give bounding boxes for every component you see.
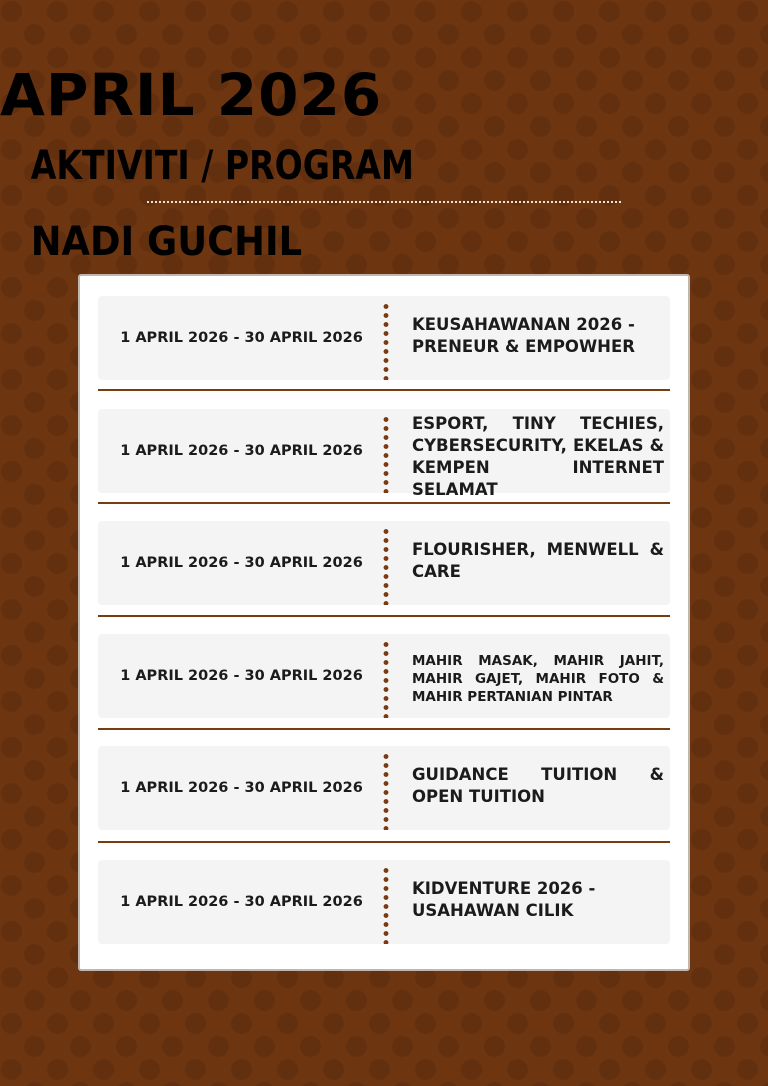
schedule-program: GUIDANCE TUITION & OPEN TUITION [412, 765, 664, 806]
schedule-date: 1 APRIL 2026 - 30 APRIL 2026 [120, 780, 363, 796]
row-separator [98, 841, 670, 843]
place-title: NADI GUCHIL [30, 219, 303, 265]
dotted-divider [383, 640, 389, 718]
schedule-row [98, 634, 670, 718]
dotted-divider [383, 415, 389, 493]
schedule-program: FLOURISHER, MENWELL & CARE [412, 540, 664, 581]
row-separator [98, 502, 670, 504]
row-separator [98, 389, 670, 391]
schedule-row [98, 409, 670, 499]
schedule-program: KEUSAHAWANAN 2026 -PRENEUR & EMPOWHER [412, 315, 635, 356]
schedule-date: 1 APRIL 2026 - 30 APRIL 2026 [120, 555, 363, 571]
schedule-program: KIDVENTURE 2026 - USAHAWAN CILIK [412, 879, 596, 920]
month-title: APRIL 2026 [0, 61, 383, 129]
schedule-row [98, 860, 670, 944]
row-separator [98, 615, 670, 617]
schedule-row [98, 521, 670, 605]
row-separator [98, 728, 670, 730]
dotted-divider [383, 752, 389, 830]
schedule-date: 1 APRIL 2026 - 30 APRIL 2026 [120, 330, 363, 346]
dotted-divider [383, 527, 389, 605]
schedule-date: 1 APRIL 2026 - 30 APRIL 2026 [120, 443, 363, 459]
schedule-program: MAHIR MASAK, MAHIR JAHIT, MAHIR GAJET, MAHIR FOTO & MAHIR PERTANIAN PINTAR [412, 653, 664, 705]
dotted-divider [383, 302, 389, 380]
schedule-row [98, 746, 670, 830]
schedule-program: ESPORT, TINY TECHIES, CYBERSECURITY, EKELAS & KEMPEN INTERNET SELAMAT [412, 414, 664, 499]
title-divider [147, 201, 621, 203]
schedule-date: 1 APRIL 2026 - 30 APRIL 2026 [120, 668, 363, 684]
schedule-date: 1 APRIL 2026 - 30 APRIL 2026 [120, 894, 363, 910]
subtitle: AKTIVITI / PROGRAM [30, 143, 415, 189]
dotted-divider [383, 866, 389, 944]
schedule-row [98, 296, 670, 380]
